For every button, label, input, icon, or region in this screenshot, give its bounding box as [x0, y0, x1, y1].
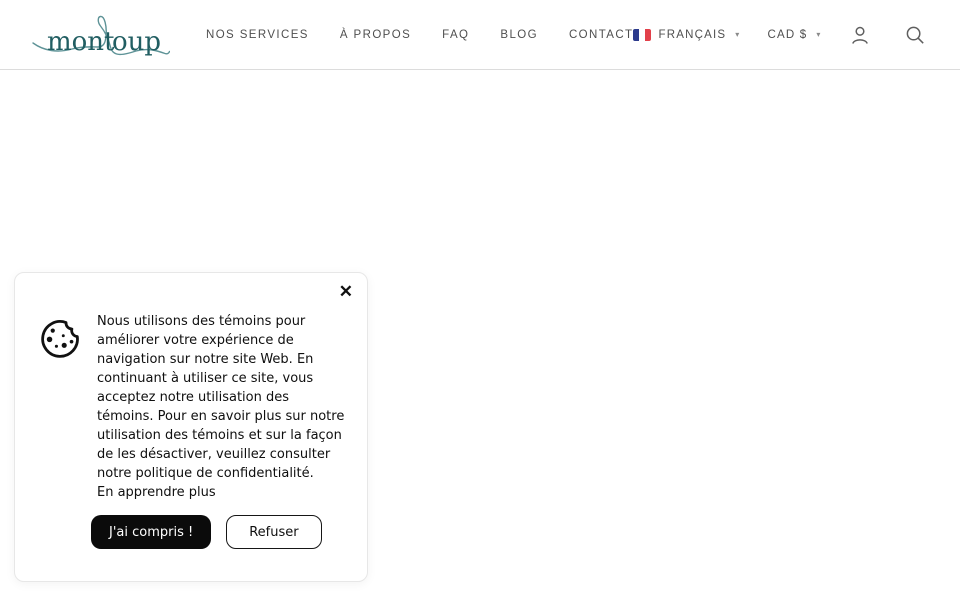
cookie-message: Nous utilisons des témoins pour améliorer votre expérience de navigation sur notre site Web. En continuant à utiliser ce site, vous acceptez notre utilisation des témoins. Pour en savoir plus sur notre utilisation des témoins et sur la façon de les désactiver, veuillez consulter notre politique de confidentialité.: [97, 314, 345, 481]
accept-cookies-button[interactable]: J'ai compris !: [91, 515, 211, 549]
site-header: [0, 0, 960, 70]
currency-selector[interactable]: [767, 29, 821, 41]
nav-item-blog[interactable]: BLOG: [500, 28, 538, 41]
montloup-logo-graphic: [30, 9, 170, 63]
close-icon[interactable]: ✕: [335, 279, 357, 304]
nav-item-faq[interactable]: FAQ: [442, 28, 470, 41]
language-label: FRANÇAIS: [658, 28, 727, 41]
main-nav: [206, 29, 633, 41]
refuse-cookies-button[interactable]: Refuser: [226, 515, 321, 549]
language-selector[interactable]: [633, 29, 740, 41]
logo-text-mont: mont: [47, 26, 115, 57]
nav-item-contact[interactable]: CONTACT: [568, 28, 634, 41]
chevron-down-icon: ▾: [816, 30, 822, 39]
search-icon: [905, 25, 925, 45]
currency-label: CAD $: [767, 28, 808, 41]
person-icon: [850, 25, 870, 45]
account-button[interactable]: [849, 24, 871, 46]
cookie-dialog-actions: [91, 515, 367, 549]
cookie-dialog-body: [15, 273, 367, 502]
learn-more-link[interactable]: En apprendre plus: [97, 485, 216, 500]
chevron-down-icon: ▾: [735, 30, 741, 39]
cookie-consent-dialog: [14, 272, 368, 582]
cookie-icon: [39, 316, 83, 502]
nav-item-nos-services[interactable]: NOS SERVICES: [206, 28, 309, 41]
french-flag-icon: [633, 29, 651, 41]
montloup-logo[interactable]: [30, 9, 170, 63]
nav-item-a-propos[interactable]: À PROPOS: [339, 28, 412, 41]
search-button[interactable]: [904, 24, 926, 46]
header-controls: [633, 24, 960, 46]
logo-text-oup: oup: [112, 26, 162, 57]
